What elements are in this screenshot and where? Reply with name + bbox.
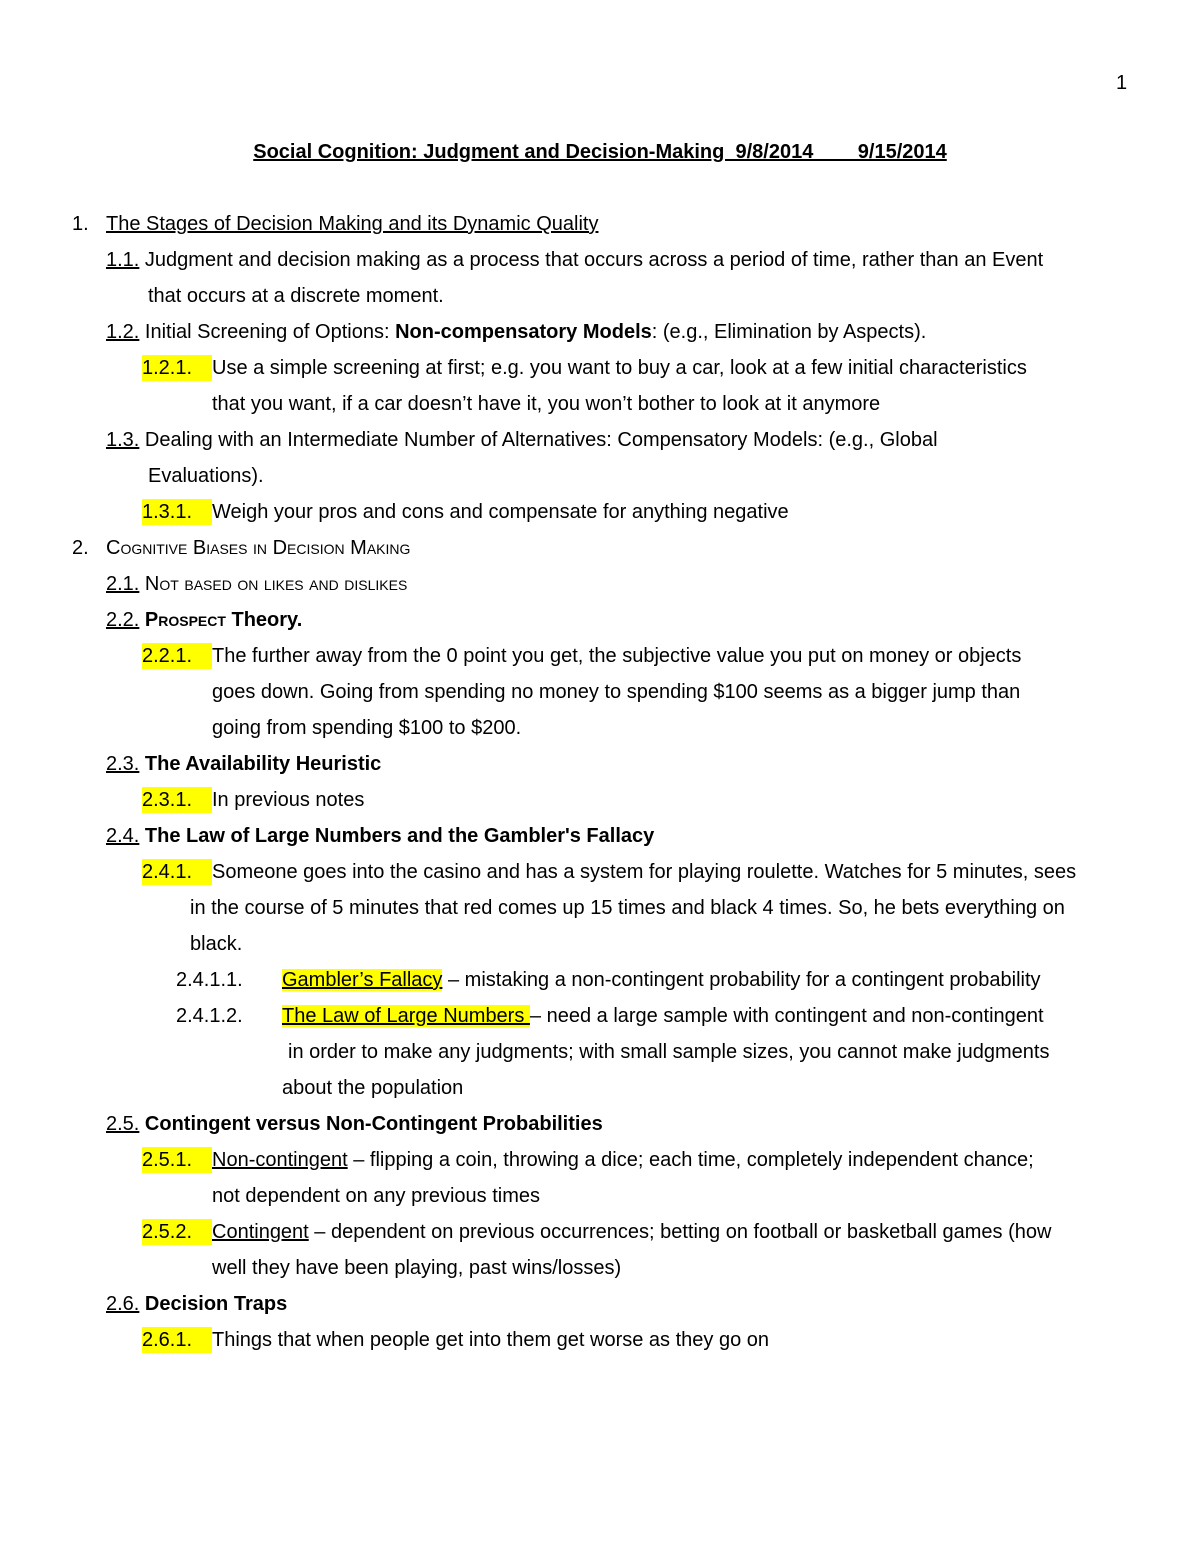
section-2-heading	[72, 535, 410, 561]
item-text: Decision Traps	[139, 1293, 288, 1315]
item-2-6	[106, 1291, 287, 1317]
section-number: 2.	[72, 537, 89, 559]
item-text: Dealing with an Intermediate Number of Alternatives: Compensatory Models: (e.g., Global	[139, 429, 938, 451]
item-2-6-1	[142, 1327, 769, 1353]
item-term: The Law of Large Numbers	[282, 1005, 530, 1027]
section-title: The Stages of Decision Making and its Dynamic Quality	[106, 213, 599, 235]
section-title: Cognitive Biases in Decision Making	[106, 537, 411, 559]
item-term: Non-contingent	[212, 1149, 348, 1171]
item-1-3-1	[142, 499, 789, 525]
item-text: The Availability Heuristic	[139, 753, 382, 775]
item-text: The Law of Large Numbers and the Gambler's Fallacy	[139, 825, 655, 847]
item-2-2-1-line2: goes down. Going from spending no money to spending $100 seems as a bigger jump than	[212, 681, 1021, 703]
item-2-4-1	[142, 859, 1076, 885]
item-2-4-1-1	[176, 967, 1041, 993]
item-2-2	[106, 607, 302, 633]
item-number: 2.2.	[106, 609, 140, 631]
item-text: In previous notes	[212, 789, 365, 811]
item-text: – flipping a coin, throwing a dice; each time, completely independent chance;	[347, 1149, 1034, 1171]
item-1-3-line2: Evaluations).	[148, 465, 264, 487]
item-2-3-1	[142, 787, 364, 813]
item-text: Use a simple screening at first; e.g. you want to buy a car, look at a few initial characteristics	[212, 357, 1027, 379]
item-1-2-1	[142, 355, 1027, 381]
item-1-2-1-line2: that you want, if a car doesn’t have it, you won’t bother to look at it anymore	[212, 393, 881, 415]
item-number: 2.4.1.2.	[176, 1005, 243, 1027]
item-number: 2.5.2.	[142, 1219, 212, 1245]
item-2-5-1-line2: not dependent on any previous times	[212, 1185, 540, 1207]
item-text: – need a large sample with contingent and non-contingent	[529, 1005, 1044, 1027]
item-number: 1.3.1.	[142, 499, 212, 525]
item-text: The further away from the 0 point you get, the subjective value you put on money or objects	[212, 645, 1022, 667]
item-1-1	[106, 247, 1043, 273]
item-2-3	[106, 751, 381, 777]
item-number: 2.3.1.	[142, 787, 212, 813]
item-number: 2.3.	[106, 753, 140, 775]
item-2-4-1-2-line2: in order to make any judgments; with small sample sizes, you cannot make judgments	[288, 1041, 1050, 1063]
item-number: 1.1.	[106, 249, 140, 271]
item-text-smallcaps: Prospect	[139, 609, 226, 631]
item-text: Contingent versus Non-Contingent Probabilities	[139, 1113, 603, 1135]
item-2-4-1-line2: in the course of 5 minutes that red comes up 15 times and black 4 times. So, he bets everything on	[190, 897, 1065, 919]
item-number: 2.6.1.	[142, 1327, 212, 1353]
item-2-4-1-2	[176, 1003, 1044, 1029]
item-bold-term: Non-compensatory Models	[395, 321, 652, 343]
item-text: Things that when people get into them get worse as they go on	[212, 1329, 770, 1351]
item-number: 2.2.1.	[142, 643, 212, 669]
item-number: 1.3.	[106, 429, 140, 451]
item-number: 2.1.	[106, 573, 140, 595]
item-number: 1.2.1.	[142, 355, 212, 381]
item-2-5-1	[142, 1147, 1034, 1173]
item-2-5	[106, 1111, 603, 1137]
item-text: Judgment and decision making as a process that occurs across a period of time, rather than an Event	[139, 249, 1044, 271]
item-2-4-1-line3: black.	[190, 933, 243, 955]
item-number: 2.6.	[106, 1293, 140, 1315]
item-number: 2.5.1.	[142, 1147, 212, 1173]
item-2-4-1-2-line3: about the population	[282, 1077, 464, 1099]
item-2-1	[106, 571, 407, 597]
item-text-end: : (e.g., Elimination by Aspects).	[651, 321, 927, 343]
item-text: – mistaking a non-contingent probability for a contingent probability	[442, 969, 1041, 991]
item-1-3	[106, 427, 938, 453]
document-title: Social Cognition: Judgment and Decision-Making 9/8/2014 9/15/2014	[253, 141, 947, 163]
item-1-1-line2: that occurs at a discrete moment.	[148, 285, 444, 307]
item-2-5-2-line2: well they have been playing, past wins/losses)	[212, 1257, 622, 1279]
item-2-2-1	[142, 643, 1021, 669]
item-2-5-2	[142, 1219, 1051, 1245]
item-number: 2.4.	[106, 825, 140, 847]
page-number: 1	[1116, 72, 1128, 94]
item-text: Not based on likes and dislikes	[139, 573, 408, 595]
item-text: Weigh your pros and cons and compensate for anything negative	[212, 501, 789, 523]
item-text: Someone goes into the casino and has a system for playing roulette. Watches for 5 minutes, sees	[212, 861, 1077, 883]
item-number: 2.4.1.	[142, 859, 212, 885]
item-1-2	[106, 319, 926, 345]
item-term: Gambler’s Fallacy	[282, 969, 443, 991]
item-text: Theory.	[225, 609, 303, 631]
section-number: 1.	[72, 213, 89, 235]
item-text: – dependent on previous occurrences; betting on football or basketball games (how	[308, 1221, 1052, 1243]
item-term: Contingent	[212, 1221, 309, 1243]
item-text: Initial Screening of Options:	[139, 321, 396, 343]
item-2-2-1-line3: going from spending $100 to $200.	[212, 717, 522, 739]
item-2-4	[106, 823, 654, 849]
item-number: 1.2.	[106, 321, 140, 343]
item-number: 2.5.	[106, 1113, 140, 1135]
item-number: 2.4.1.1.	[176, 969, 243, 991]
section-1-heading	[72, 211, 598, 237]
